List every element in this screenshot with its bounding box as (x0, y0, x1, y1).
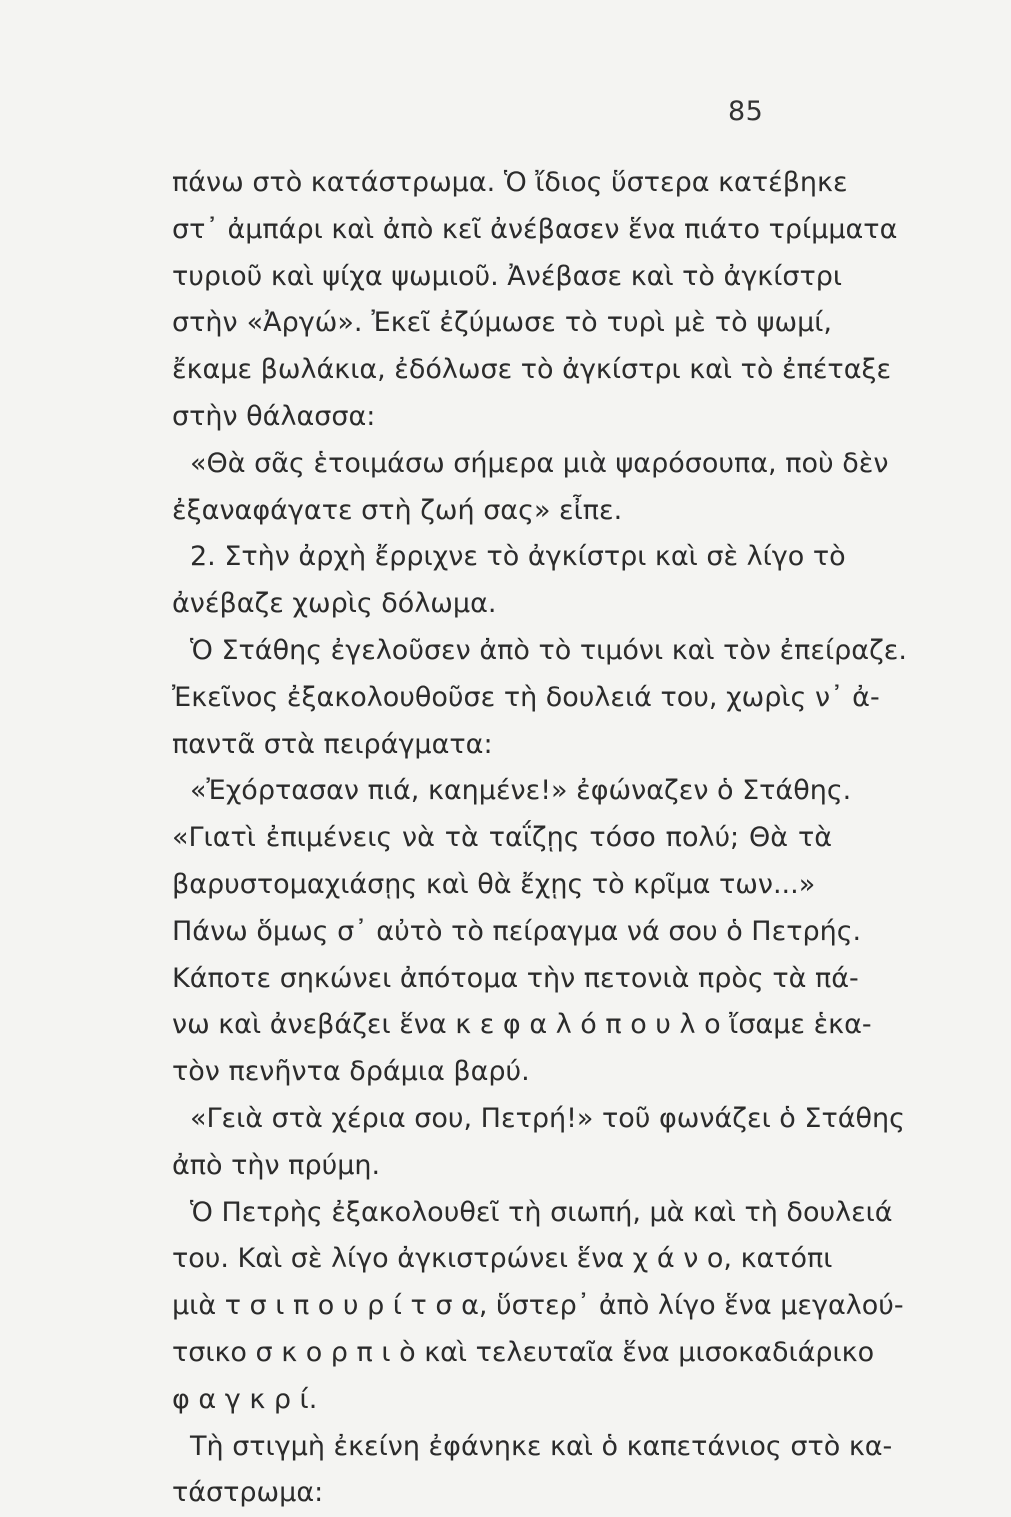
text-line: ἐξαναφάγατε στὴ ζωή σας» εἶπε. (172, 494, 623, 526)
page-number: 85 (728, 96, 764, 127)
text-line: τὸν πενῆντα δράμια βαρύ. (172, 1056, 530, 1088)
text-line: στὴν θάλασσα: (172, 400, 376, 432)
text-line: τσικο σ κ ο ρ π ι ὸ καὶ τελευταῖα ἕνα μισοκαδιάρικο (172, 1336, 875, 1368)
text-line: μιὰ τ σ ι π ο υ ρ ί τ σ α, ὕστερ᾽ ἀπὸ λίγο ἕνα μεγαλού- (172, 1290, 904, 1322)
text-line: τάστρωμα: (172, 1477, 324, 1509)
text-line: Ἐκεῖνος ἐξακολουθοῦσε τὴ δουλειά του, χωρὶς ν᾽ ἀ- (172, 681, 880, 713)
text-line: «Γιατὶ ἐπιμένεις νὰ τὰ ταΐζῃς τόσο πολύ; Θὰ τὰ (172, 822, 832, 854)
text-line: στ᾽ ἀμπάρι καὶ ἀπὸ κεῖ ἀνέβασεν ἕνα πιάτο τρίμματα (172, 213, 898, 245)
text-line: παντᾶ στὰ πειράγματα: (172, 728, 493, 760)
text-line: 2. Στὴν ἀρχὴ ἔρριχνε τὸ ἀγκίστρι καὶ σὲ λίγο τὸ (190, 541, 846, 573)
text-line: Ὁ Πετρὴς ἐξακολουθεῖ τὴ σιωπή, μὰ καὶ τὴ δουλειά (190, 1196, 893, 1228)
text-line: Κάποτε σηκώνει ἀπότομα τὴν πετονιὰ πρὸς τὰ πά- (172, 962, 859, 994)
text-line: Τὴ στιγμὴ ἐκείνη ἐφάνηκε καὶ ὁ καπετάνιος στὸ κα- (190, 1430, 893, 1462)
text-line: ἀνέβαζε χωρὶς δόλωμα. (172, 588, 497, 620)
text-line: βαρυστομαχιάσῃς καὶ θὰ ἔχῃς τὸ κρῖμα των...» (172, 868, 816, 900)
text-line: Ὁ Στάθης ἐγελοῦσεν ἀπὸ τὸ τιμόνι καὶ τὸν ἐπείραζε. (190, 634, 907, 666)
page-text-body (172, 160, 907, 1517)
text-line: «Θὰ σᾶς ἑτοιμάσω σήμερα μιὰ ψαρόσουπα, ποὺ δὲν (190, 447, 889, 479)
text-line: Πάνω ὅμως σ᾽ αὐτὸ τὸ πείραγμα νά σου ὁ Πετρής. (172, 915, 862, 947)
text-line: «Ἐχόρτασαν πιά, καημένε!» ἐφώναζεν ὁ Στάθης. (190, 775, 852, 807)
text-line: νω καὶ ἀνεβάζει ἕνα κ ε φ α λ ό π ο υ λ ο ἴσαμε ἑκα- (172, 1009, 872, 1041)
text-line: «Γειὰ στὰ χέρια σου, Πετρή!» τοῦ φωνάζει ὁ Στάθης (190, 1102, 905, 1134)
text-line: ἀπὸ τὴν πρύμη. (172, 1149, 381, 1181)
text-line: ἔκαμε βωλάκια, ἐδόλωσε τὸ ἀγκίστρι καὶ τὸ ἐπέταξε (172, 354, 892, 386)
text-line: φ α γ κ ρ ί. (172, 1383, 318, 1415)
text-line: του. Καὶ σὲ λίγο ἀγκιστρώνει ἕνα χ ά ν ο, κατόπι (172, 1243, 833, 1275)
text-line: πάνω στὸ κατάστρωμα. Ὁ ἴδιος ὕστερα κατέβηκε (172, 167, 848, 198)
text-line: στὴν «Ἀργώ». Ἐκεῖ ἐζύμωσε τὸ τυρὶ μὲ τὸ ψωμί, (172, 307, 832, 339)
text-line: τυριοῦ καὶ ψίχα ψωμιοῦ. Ἀνέβασε καὶ τὸ ἀγκίστρι (172, 260, 842, 292)
